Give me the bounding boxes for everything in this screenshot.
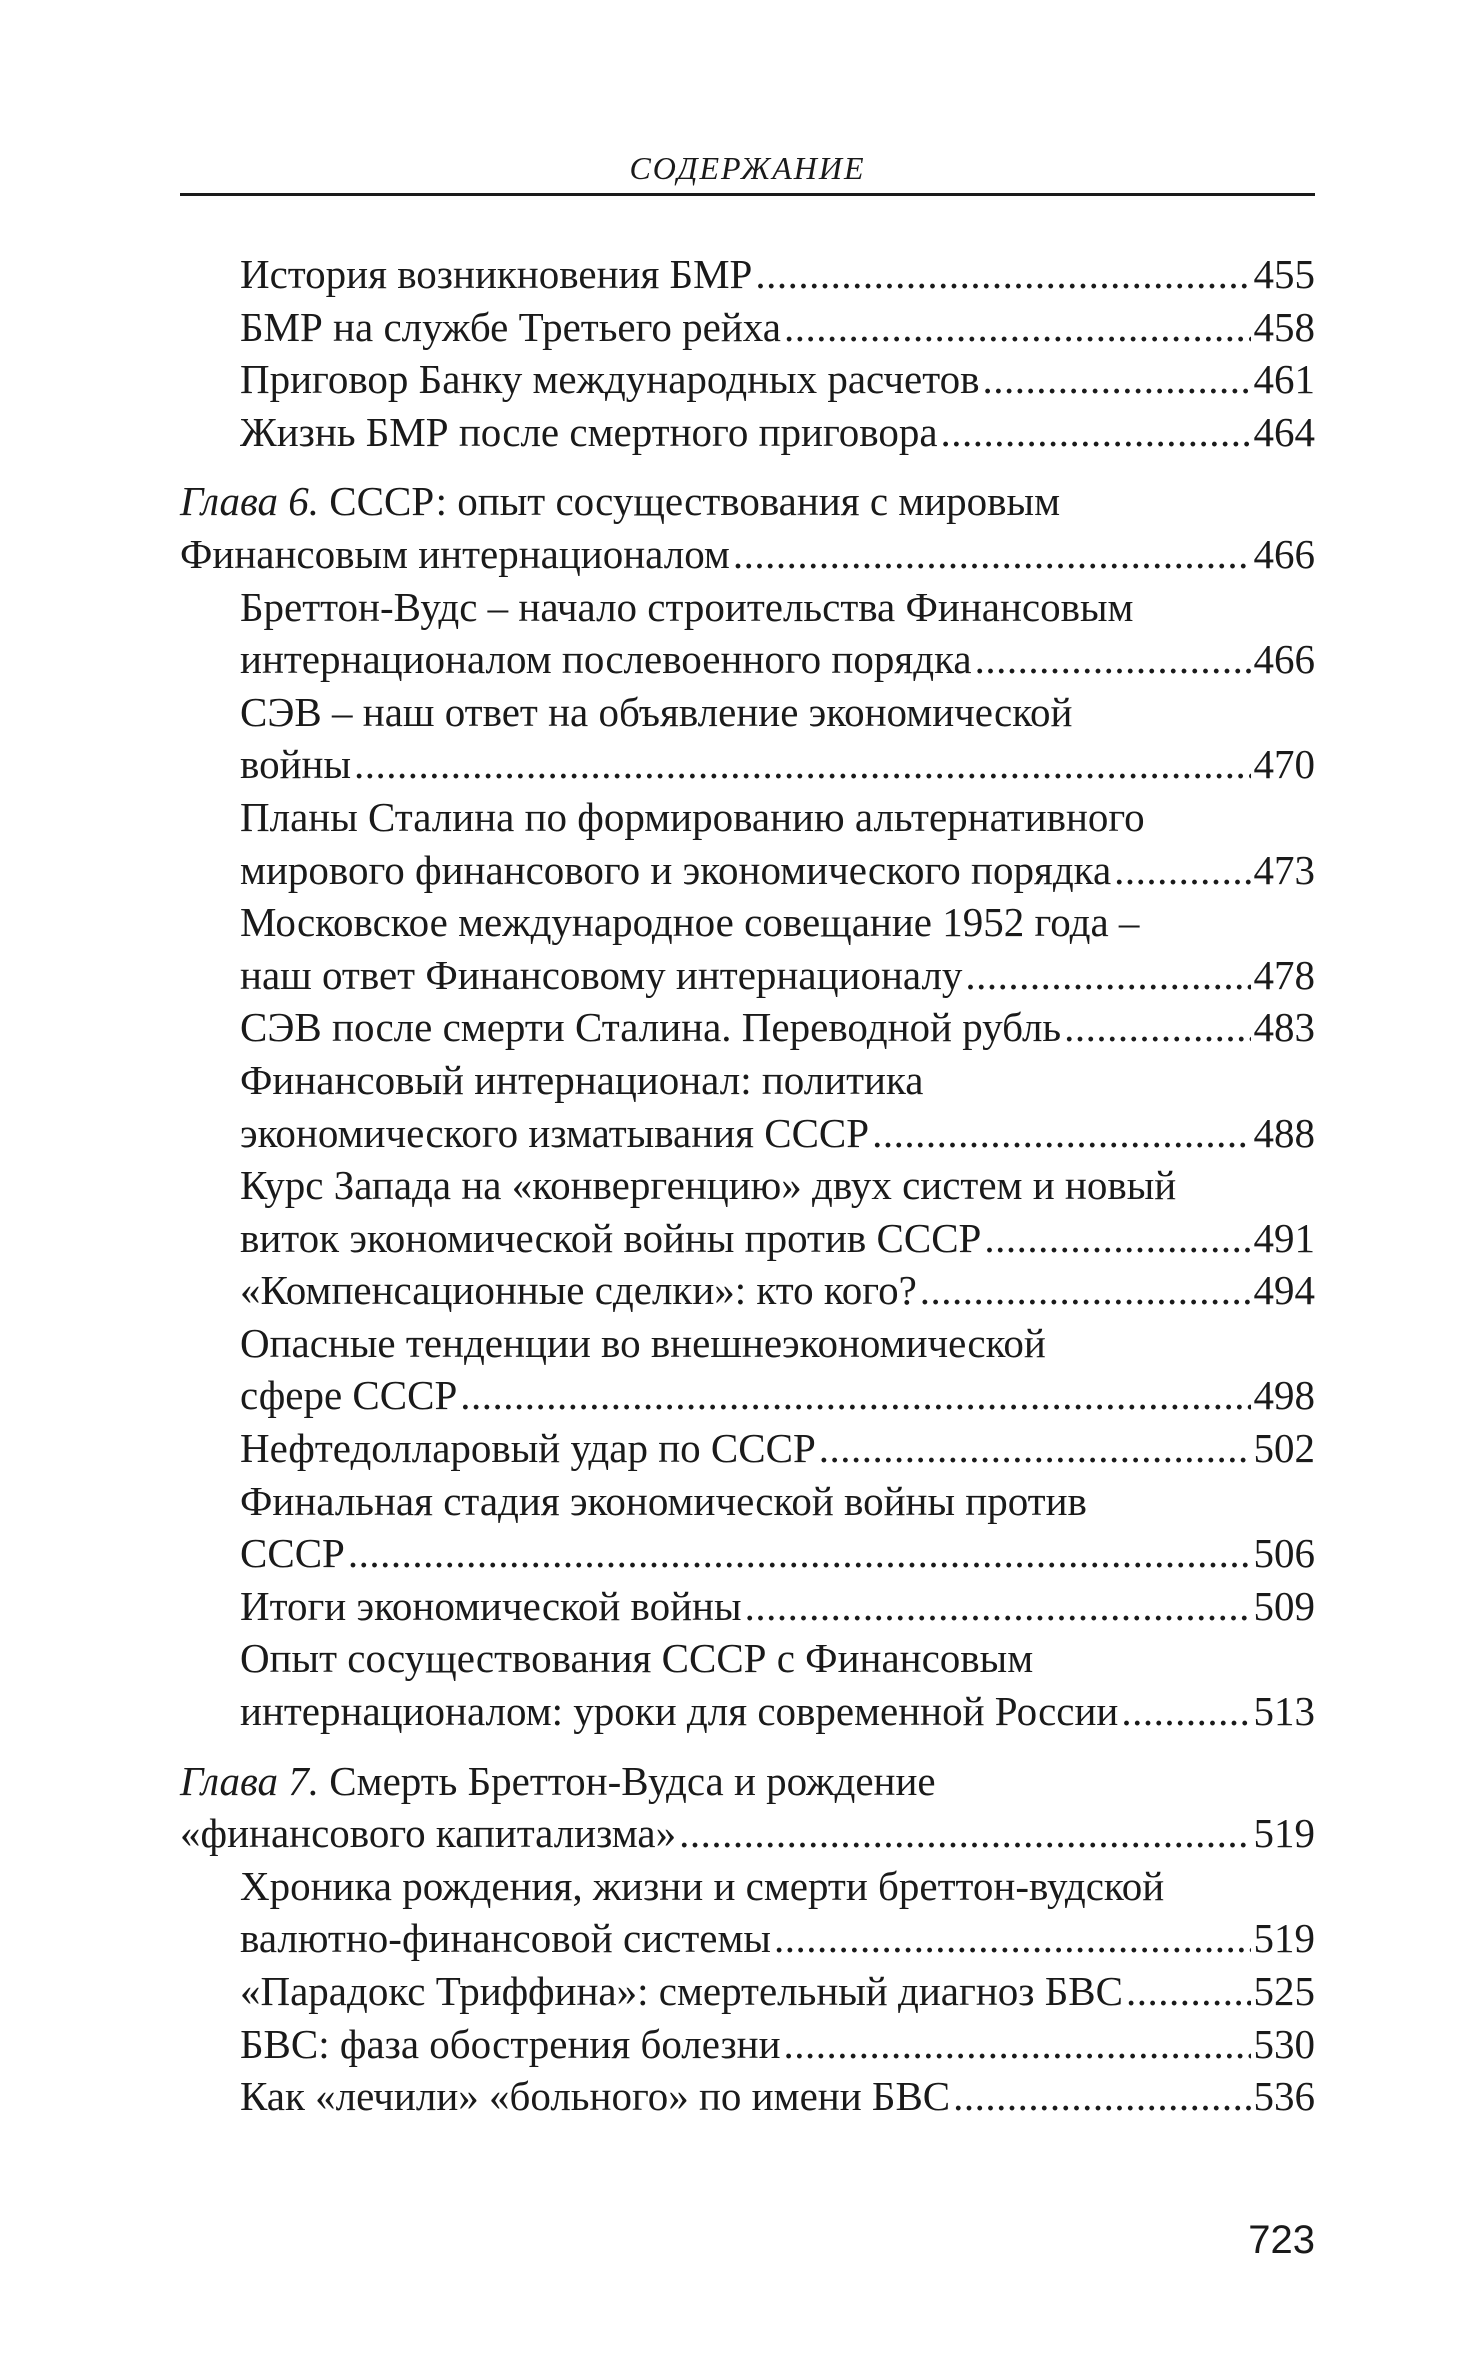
toc-section-entry	[180, 896, 1315, 1001]
toc-page-number: 525	[1253, 1968, 1315, 2014]
toc-entry-text: Нефтедолларовый удар по СССР	[240, 1425, 816, 1472]
toc-page-number: 502	[1253, 1425, 1315, 1472]
toc-page-number: 509	[1253, 1582, 1315, 1629]
toc-entry-title	[180, 528, 730, 581]
toc-entry-line	[240, 1054, 1315, 1107]
toc-page-number: 466	[1253, 636, 1315, 683]
dot-leader	[984, 1212, 1250, 1265]
toc-page-number: 519	[1253, 1915, 1315, 1962]
toc-entry-text: Бреттон-Вудс – начало строительства Финансовым	[240, 583, 1134, 630]
toc-entry-text: СССР	[240, 1530, 345, 1577]
toc-entry-title	[240, 633, 972, 686]
chapter-label: Глава 6.	[180, 478, 320, 525]
toc-page-number: 498	[1253, 1372, 1315, 1419]
toc-entry-last-line	[240, 248, 1315, 301]
table-of-contents	[180, 248, 1315, 2123]
toc-entry-title	[240, 1685, 1118, 1738]
toc-entry-text: интернационалом: уроки для современной России	[240, 1688, 1119, 1735]
toc-entry-line	[240, 581, 1315, 634]
toc-entry-text: экономического изматывания СССР	[240, 1109, 870, 1156]
toc-entry-title	[240, 301, 781, 354]
toc-entry-title	[240, 1212, 981, 1265]
toc-section-entry	[180, 1580, 1315, 1633]
toc-entry-text: мирового финансового и экономического порядка	[240, 846, 1112, 893]
toc-section-entry	[180, 1317, 1315, 1422]
toc-page-number: 466	[1253, 530, 1315, 577]
dot-leader	[975, 633, 1251, 686]
page-number: 723	[1248, 2218, 1315, 2262]
toc-entry-title	[240, 1107, 869, 1160]
toc-entry-last-line	[240, 1422, 1315, 1475]
toc-entry-text: Планы Сталина по формированию альтернативного	[240, 793, 1145, 840]
toc-entry-line	[240, 1632, 1315, 1685]
toc-section-entry	[180, 353, 1315, 406]
dot-leader	[965, 949, 1250, 1002]
dot-leader	[920, 1264, 1251, 1317]
toc-section-entry	[180, 2070, 1315, 2123]
dot-leader	[460, 1369, 1250, 1422]
running-head: СОДЕРЖАНИЕ	[629, 150, 866, 186]
toc-section-entry	[180, 791, 1315, 896]
toc-entry-last-line	[240, 633, 1315, 686]
toc-entry-text: Жизнь БМР после смертного приговора	[240, 408, 938, 455]
toc-entry-title	[240, 1527, 345, 1580]
toc-section-entry	[180, 581, 1315, 686]
toc-entry-line	[180, 475, 1315, 528]
dot-leader	[1114, 844, 1250, 897]
toc-entry-title	[240, 1422, 816, 1475]
toc-entry-text: Курс Запада на «конвергенцию» двух систем и новый	[240, 1162, 1177, 1209]
toc-entry-text: Хроника рождения, жизни и смерти бреттон-вудской	[240, 1862, 1165, 1909]
toc-entry-last-line	[240, 406, 1315, 459]
dot-leader	[745, 1580, 1251, 1633]
toc-entry-text: Московское международное совещание 1952 года –	[240, 899, 1140, 946]
dot-leader	[872, 1107, 1250, 1160]
toc-page-number: 530	[1253, 2020, 1315, 2067]
toc-entry-title	[240, 406, 938, 459]
toc-entry-text: Финансовый интернационал: политика	[240, 1056, 924, 1103]
toc-section-entry	[180, 1159, 1315, 1264]
toc-entry-text: наш ответ Финансовому интернационалу	[240, 951, 963, 998]
toc-entry-title	[240, 949, 962, 1002]
toc-entry-line	[240, 791, 1315, 844]
toc-section-entry	[180, 248, 1315, 301]
toc-entry-text: СЭВ после смерти Сталина. Переводной рубль	[240, 1004, 1062, 1051]
toc-entry-last-line	[240, 738, 1315, 791]
toc-entry-line	[240, 1159, 1315, 1212]
toc-entry-title	[240, 1912, 771, 1965]
toc-entry-title	[240, 844, 1111, 897]
toc-section-entry	[180, 1422, 1315, 1475]
toc-section-entry	[180, 1264, 1315, 1317]
toc-entry-text: СССР: опыт сосуществования с мировым	[329, 478, 1061, 525]
toc-entry-last-line	[180, 528, 1315, 581]
toc-entry-title	[240, 2018, 781, 2071]
toc-entry-line	[240, 1860, 1315, 1913]
toc-entry-last-line	[240, 1264, 1315, 1317]
toc-entry-last-line	[240, 1912, 1315, 1965]
toc-entry-title	[240, 2070, 950, 2123]
toc-entry-title	[240, 1264, 917, 1317]
toc-section-entry	[180, 1475, 1315, 1580]
toc-entry-text: СЭВ – наш ответ на объявление экономической	[240, 688, 1073, 735]
toc-chapter-entry	[180, 475, 1315, 580]
toc-entry-title	[240, 1580, 742, 1633]
toc-entry-last-line	[240, 1369, 1315, 1422]
toc-entry-title	[240, 1369, 457, 1422]
book-page	[180, 0, 1315, 2362]
toc-entry-title	[180, 1807, 676, 1860]
toc-section-entry	[180, 301, 1315, 354]
toc-entry-line	[240, 1317, 1315, 1370]
toc-entry-text: «финансового капитализма»	[180, 1810, 677, 1857]
dot-leader	[982, 353, 1250, 406]
toc-section-entry	[180, 1001, 1315, 1054]
toc-entry-title	[240, 353, 979, 406]
toc-entry-text: сфере СССР	[240, 1372, 458, 1419]
toc-entry-last-line	[240, 1107, 1315, 1160]
dot-leader	[679, 1807, 1250, 1860]
toc-entry-last-line	[240, 1212, 1315, 1265]
toc-entry-line	[180, 1755, 1315, 1808]
toc-chapter-entry	[180, 1755, 1315, 1860]
toc-entry-last-line	[240, 1965, 1315, 2018]
toc-section-entry	[180, 1860, 1315, 1965]
toc-page-number: 506	[1253, 1530, 1315, 1577]
toc-entry-last-line	[240, 301, 1315, 354]
toc-entry-text: интернационалом послевоенного порядка	[240, 636, 972, 683]
dot-leader	[819, 1422, 1251, 1475]
toc-entry-text: войны	[240, 741, 352, 788]
toc-page-number: 464	[1253, 408, 1315, 455]
dot-leader	[784, 301, 1251, 354]
dot-leader	[1126, 1965, 1251, 2018]
toc-section-entry	[180, 1054, 1315, 1159]
toc-page-number: 478	[1253, 951, 1315, 998]
toc-entry-text: Смерть Бреттон-Вудса и рождение	[329, 1757, 936, 1804]
dot-leader	[755, 248, 1250, 301]
toc-entry-last-line	[240, 844, 1315, 897]
toc-page-number: 455	[1253, 251, 1315, 297]
dot-leader	[1064, 1001, 1250, 1054]
toc-page-number: 519	[1253, 1810, 1315, 1857]
toc-entry-last-line	[240, 353, 1315, 406]
toc-section-entry	[180, 2018, 1315, 2071]
toc-entry-text: Финальная стадия экономической войны против	[240, 1477, 1087, 1524]
toc-section-entry	[180, 1965, 1315, 2018]
dot-leader	[941, 406, 1251, 459]
toc-entry-last-line	[240, 1685, 1315, 1738]
toc-entry-text: Приговор Банку международных расчетов	[240, 356, 980, 403]
toc-page-number: 491	[1253, 1214, 1315, 1261]
toc-entry-last-line	[180, 1807, 1315, 1860]
toc-entry-text: БМР на службе Третьего рейха	[240, 303, 781, 350]
toc-entry-title	[240, 738, 351, 791]
toc-entry-text: «Парадокс Триффина»: смертельный диагноз БВС	[240, 1968, 1123, 2014]
toc-entry-title	[240, 1001, 1061, 1054]
toc-entry-title	[240, 1965, 1123, 2018]
toc-page-number: 473	[1253, 846, 1315, 893]
toc-entry-line	[240, 686, 1315, 739]
toc-entry-text: История возникновения БМР	[240, 251, 753, 297]
toc-entry-last-line	[240, 2018, 1315, 2071]
toc-page-number: 488	[1253, 1109, 1315, 1156]
toc-section-entry	[180, 686, 1315, 791]
toc-section-entry	[180, 406, 1315, 459]
toc-page-number: 494	[1253, 1267, 1315, 1314]
toc-entry-last-line	[240, 1527, 1315, 1580]
header-rule	[180, 193, 1315, 196]
toc-page-number: 536	[1253, 2073, 1315, 2120]
toc-entry-last-line	[240, 2070, 1315, 2123]
dot-leader	[953, 2070, 1250, 2123]
toc-entry-last-line	[240, 1580, 1315, 1633]
toc-entry-text: Финансовым интернационалом	[180, 530, 730, 577]
toc-entry-text: «Компенсационные сделки»: кто кого?	[240, 1267, 917, 1314]
dot-leader	[1121, 1685, 1250, 1738]
toc-page-number: 513	[1253, 1688, 1315, 1735]
toc-entry-last-line	[240, 949, 1315, 1002]
dot-leader	[733, 528, 1251, 581]
toc-entry-last-line	[240, 1001, 1315, 1054]
dot-leader	[774, 1912, 1251, 1965]
toc-entry-line	[240, 1475, 1315, 1528]
toc-page-number: 483	[1253, 1004, 1315, 1051]
toc-entry-text: валютно-финансовой системы	[240, 1915, 771, 1962]
toc-page-number: 461	[1253, 356, 1315, 403]
toc-page-number: 458	[1253, 303, 1315, 350]
toc-entry-text: Опыт сосуществования СССР с Финансовым	[240, 1635, 1034, 1682]
toc-section-entry	[180, 1632, 1315, 1737]
dot-leader	[348, 1527, 1251, 1580]
toc-entry-text: БВС: фаза обострения болезни	[240, 2020, 781, 2067]
toc-entry-title	[240, 248, 752, 301]
dot-leader	[784, 2018, 1251, 2071]
toc-entry-line	[240, 896, 1315, 949]
toc-entry-text: Итоги экономической войны	[240, 1582, 742, 1629]
chapter-label: Глава 7.	[180, 1757, 320, 1804]
toc-entry-text: виток экономической войны против СССР	[240, 1214, 982, 1261]
toc-page-number: 470	[1253, 741, 1315, 788]
toc-entry-text: Опасные тенденции во внешнеэкономической	[240, 1319, 1046, 1366]
dot-leader	[354, 738, 1250, 791]
toc-entry-text: Как «лечили» «больного» по имени БВС	[240, 2073, 951, 2120]
